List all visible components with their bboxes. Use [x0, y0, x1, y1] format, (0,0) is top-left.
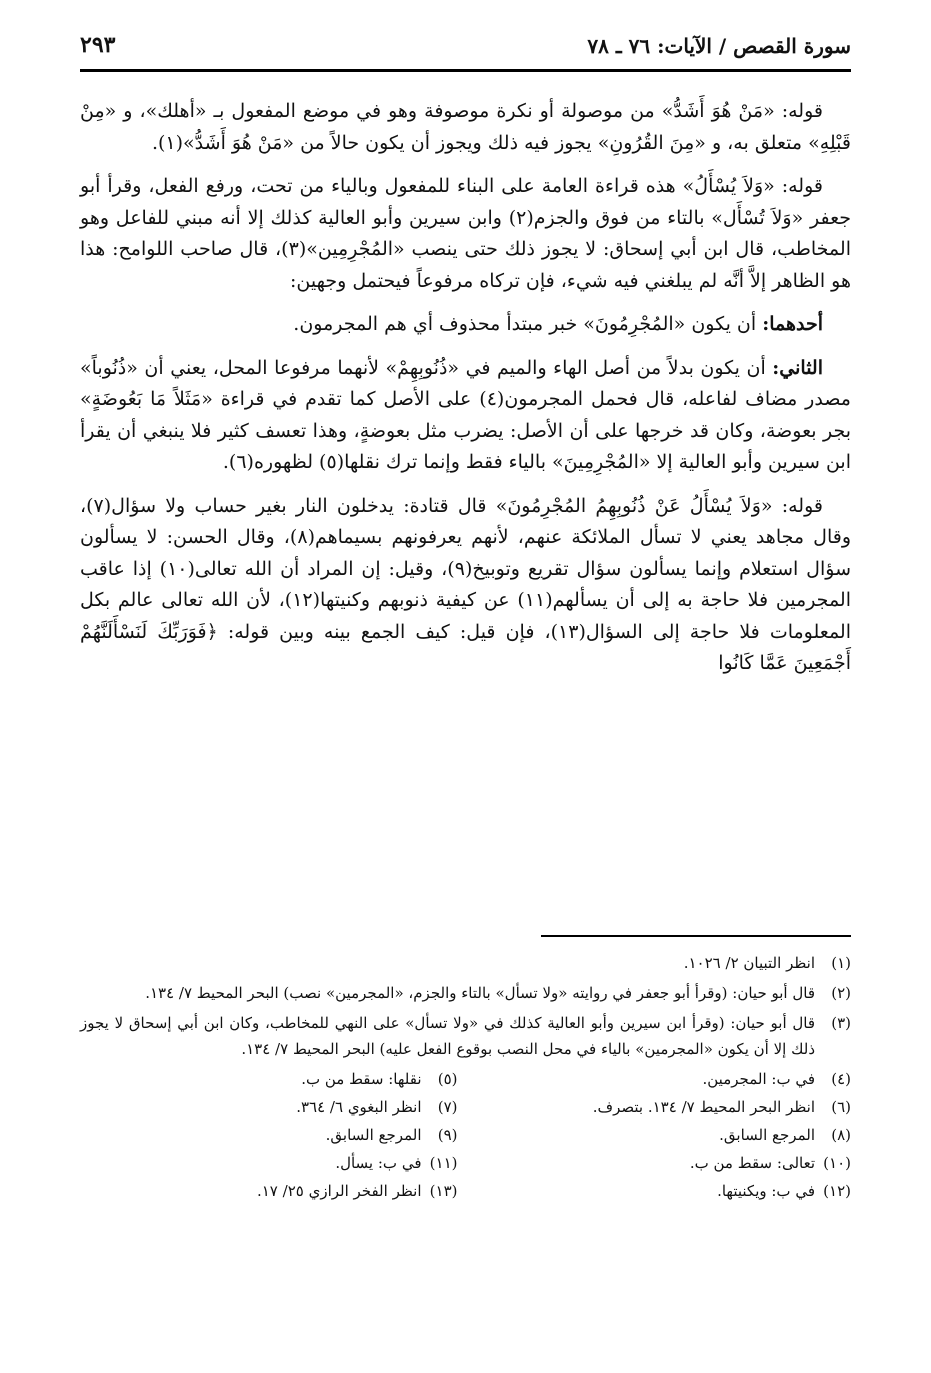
footnote	[474, 1178, 852, 1204]
footnote-text: المرجع السابق.	[325, 1126, 422, 1144]
footnote-number: (٩)	[437, 1126, 458, 1144]
footnote	[80, 1094, 458, 1120]
footnote-text: تعالى: سقط من ب.	[689, 1154, 815, 1172]
footnote	[80, 1178, 458, 1204]
footnote-number: (٥)	[437, 1070, 458, 1088]
surah-title: سورة القصص / الآيات: ٧٦ ـ ٧٨	[587, 34, 851, 58]
footnote	[80, 950, 851, 976]
footnote-number: (٤)	[831, 1070, 851, 1088]
second-interpretation	[80, 353, 851, 479]
footnote-number: (٢)	[831, 984, 851, 1002]
main-text	[80, 96, 851, 692]
footnote-text: المرجع السابق.	[719, 1126, 815, 1144]
footnote-divider	[541, 935, 851, 937]
footnote	[80, 1150, 458, 1176]
footnote-text: انظر البحر المحيط ٧/ ١٣٤. بتصرف.	[592, 1098, 815, 1116]
footnote	[80, 1122, 458, 1148]
footnote-text: في ب: يسأل.	[335, 1154, 422, 1172]
footnote-text: انظر الفخر الرازي ٢٥/ ١٧.	[256, 1182, 422, 1200]
footnote-number: (٧)	[437, 1098, 458, 1116]
footnote	[80, 980, 851, 1006]
footnote-number: (١١)	[429, 1154, 458, 1172]
footnote	[80, 1066, 458, 1092]
footnote	[80, 1010, 851, 1062]
paragraph-1: قوله: «مَنْ هُوَ أَشَدُّ» من موصولة أو نكرة موصوفة وهو في موضع المفعول بـ «أهلك»، و «مِنْ قَبْلِهِ» متعلق به، و «مِنَ القُرُونِ» يجوز فيه ذلك ويجوز أن يكون حالاً من «مَنْ هُوَ أَشَدُّ»(١).	[80, 100, 851, 154]
footnote-text: في ب: ويكنيتها.	[717, 1182, 815, 1200]
first-label: أحدهما:	[762, 313, 823, 335]
page-header	[80, 30, 851, 72]
short-footnotes	[80, 1066, 851, 1204]
footnote-number: (١٣)	[429, 1182, 458, 1200]
paragraph-2: قوله: «وَلاَ يُسْأَلُ» هذه قراءة العامة على البناء للمفعول وبالياء من تحت، ورفع الفعل، وقرأ أبو جعفر «وَلاَ تُسْأَل» بالتاء من فوق والجزم(٢) وابن سيرين وأبو العالية كذلك إلا أنه مبني للفاعل وهو المخاطب، قال ابن أبي إسحاق: لا يجوز ذلك حتى ينصب «المُجْرِمِين»(٣)، قال صاحب اللوامح: هذا هو الظاهر إلاَّ أنَّه لم يبلغني فيه شيء، فإن تركاه مرفوعاً فيحتمل وجهين:	[80, 175, 851, 292]
footnote	[474, 1066, 852, 1092]
footnote-number: (٦)	[831, 1098, 851, 1116]
footnote-text: قال أبو حيان: (وقرأ أبو جعفر في روايته «ولا تسأل» بالتاء والجزم، «المجرمين» نصب) البحر المحيط ٧/ ١٣٤.	[145, 984, 815, 1002]
second-text: أن يكون بدلاً من أصل الهاء والميم في «ذُنُوبِهِمْ» لأنهما مرفوعا المحل، يعني أن «ذُنُوباً» مصدر مضاف لفاعله، قال فحمل المجرمون(٤) على الأصل كما تقدم في قراءة «مَثَلاً مَا بَعُوضَةٍ» بجر بعوضة، وكان قد خرجها على أن الأصل: يضرب مثل بعوضةٍ، وهذا تعسف كثير فلا ينبغي أن يقرأ ابن سيرين وأبو العالية إلا «المُجْرِمِينَ» بالياء فقط وإنما ترك نقلها(٥) لظهوره(٦).	[80, 356, 851, 473]
first-text: أن يكون «المُجْرِمُونَ» خبر مبتدأ محذوف أي هم المجرمون.	[293, 313, 763, 335]
footnote	[474, 1094, 852, 1120]
footnote-number: (٣)	[831, 1014, 851, 1032]
footnote-number: (١)	[831, 954, 851, 972]
footnote-number: (١٢)	[823, 1182, 851, 1200]
footnote-text: نقلها: سقط من ب.	[301, 1070, 422, 1088]
footnote-text: في ب: المجرمين.	[702, 1070, 815, 1088]
footnote-number: (٨)	[831, 1126, 851, 1144]
header-rule	[80, 69, 851, 72]
footnote	[474, 1122, 852, 1148]
footnote-number: (١٠)	[823, 1154, 851, 1172]
second-label: الثاني:	[772, 356, 823, 379]
footnotes	[80, 950, 851, 1204]
first-interpretation	[80, 309, 851, 341]
page-number: ٢٩٣	[80, 32, 116, 58]
paragraph-last: قوله: «وَلاَ يُسْأَلُ عَنْ ذُنُوبِهِمُ المُجْرِمُونَ» قال قتادة: يدخلون النار بغير حساب ولا سؤال(٧)، وقال مجاهد يعني لا تسأل الملائكة عنهم، لأنهم يعرفونهم بسيماهم(٨)، وقال الحسن: لا يسألون سؤال استعلام وإنما يسألون سؤال تقريع وتوبيخ(٩)، وقيل: إن المراد أن الله تعالى(١٠) إذا عاقب المجرمين فلا حاجة به إلى أن يسألهم(١١) عن كيفية ذنوبهم وكنيتها(١٢)، لأن الله تعالى عالم بكل المعلومات فلا حاجة إلى السؤال(١٣)، فإن قيل: كيف الجمع بينه وبين قوله: ﴿فَوَرَبِّكَ لَنَسْأَلَنَّهُمْ أَجْمَعِينَ عَمَّا كَانُوا	[80, 494, 851, 674]
footnote-text: انظر البغوي ٦/ ٣٦٤.	[296, 1098, 422, 1116]
footnote-text: قال أبو حيان: (وقرأ ابن سيرين وأبو العالية كذلك في «ولا تسأل» على النهي للمخاطب، وكان ابن أبي إسحاق لا يجوز ذلك إلا أن يكون «المجرمين» بالياء في محل النصب بوقوع الفعل عليه) البحر المحيط ٧/ ١٣٤.	[80, 1014, 815, 1058]
footnote-text: انظر التبيان ٢/ ١٠٢٦.	[683, 954, 815, 972]
footnote	[474, 1150, 852, 1176]
